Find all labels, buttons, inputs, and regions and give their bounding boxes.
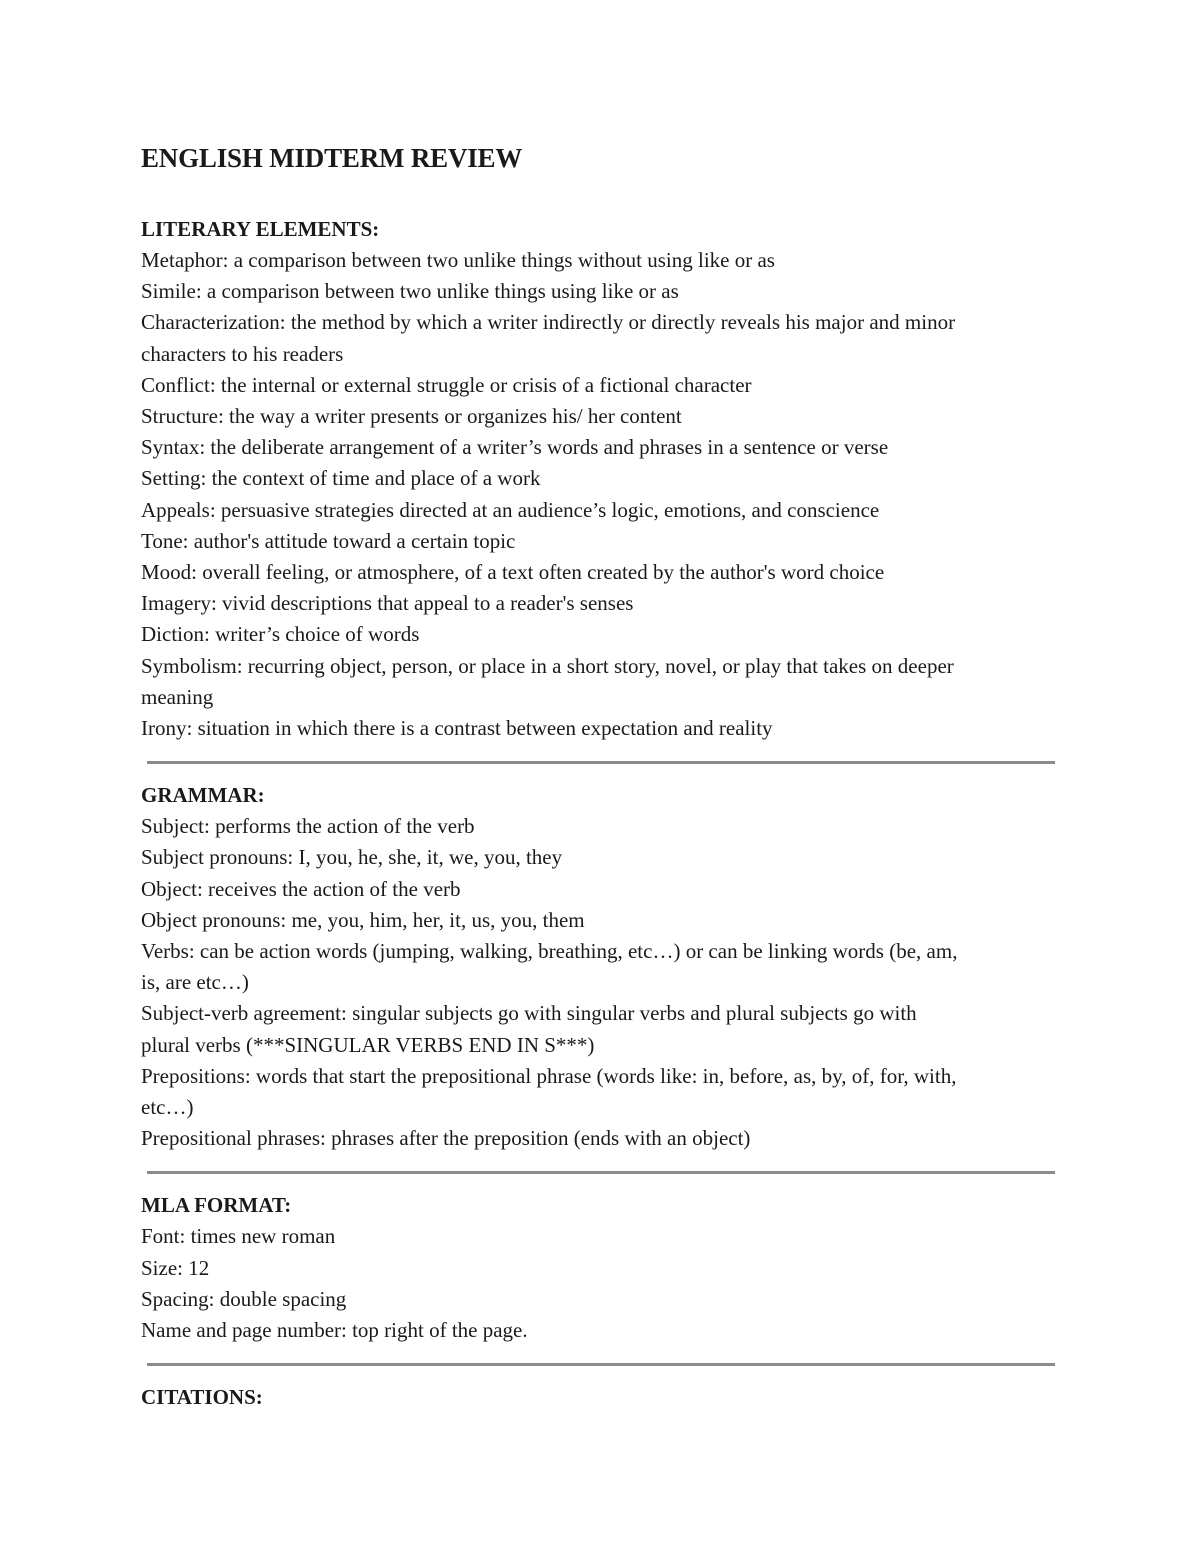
definition-line: Font: times new roman: [141, 1224, 336, 1249]
horizontal-divider: [147, 1363, 1055, 1366]
definition-line: Prepositional phrases: phrases after the preposition (ends with an object): [141, 1126, 751, 1151]
definition-line: Metaphor: a comparison between two unlike things without using like or as: [141, 248, 775, 272]
definition-line: Object: receives the action of the verb: [141, 876, 461, 901]
definition-line: Name and page number: top right of the page.: [141, 1318, 528, 1343]
definition-line: is, are etc…): [141, 970, 249, 995]
definition-line: Setting: the context of time and place of a work: [141, 466, 541, 491]
horizontal-divider: [147, 1171, 1055, 1174]
definition-line: Tone: author's attitude toward a certain topic: [141, 528, 516, 553]
definition-line: Appeals: persuasive strategies directed at an audience’s logic, emotions, and conscience: [141, 497, 880, 522]
section-heading: GRAMMAR:: [141, 783, 265, 808]
section-citations: [141, 1382, 1061, 1413]
definition-line: Size: 12: [141, 1255, 210, 1280]
definition-line: characters to his readers: [141, 341, 344, 366]
definition-line: Spacing: double spacing: [141, 1286, 347, 1311]
horizontal-divider: [147, 761, 1055, 764]
definition-line: Subject-verb agreement: singular subjects go with singular verbs and plural subjects go with: [141, 1001, 917, 1026]
definition-line: Subject pronouns: I, you, he, she, it, we, you, they: [141, 845, 563, 870]
definition-line: Symbolism: recurring object, person, or place in a short story, novel, or play that takes on deeper: [141, 653, 954, 678]
definition-line: Structure: the way a writer presents or organizes his/ her content: [141, 404, 682, 429]
section-literary-elements: [141, 214, 1061, 744]
definition-line: Mood: overall feeling, or atmosphere, of a text often created by the author's word choice: [141, 560, 885, 585]
definition-line: Irony: situation in which there is a contrast between expectation and reality: [141, 716, 773, 741]
definition-line: Imagery: vivid descriptions that appeal to a reader's senses: [141, 591, 634, 616]
section-mla-format: [141, 1190, 1061, 1346]
definition-line: Prepositions: words that start the prepositional phrase (words like: in, before, as, by, of, for, with,: [141, 1063, 957, 1088]
section-grammar: [141, 780, 1061, 1154]
definition-line: Syntax: the deliberate arrangement of a writer’s words and phrases in a sentence or verse: [141, 435, 889, 460]
definition-line: plural verbs (***SINGULAR VERBS END IN S***): [141, 1032, 595, 1057]
document-page: [141, 140, 1061, 1413]
definition-line: Diction: writer’s choice of words: [141, 622, 420, 647]
section-heading: MLA FORMAT:: [141, 1193, 292, 1218]
document-title: ENGLISH MIDTERM REVIEW: [141, 143, 523, 173]
definition-line: Subject: performs the action of the verb: [141, 814, 475, 839]
section-heading: CITATIONS:: [141, 1385, 263, 1410]
definition-line: Characterization: the method by which a writer indirectly or directly reveals his major and minor: [141, 310, 956, 335]
definition-line: Conflict: the internal or external struggle or crisis of a fictional character: [141, 372, 752, 397]
section-heading: LITERARY ELEMENTS:: [141, 217, 380, 241]
definition-line: Object pronouns: me, you, him, her, it, us, you, them: [141, 907, 585, 932]
definition-line: Simile: a comparison between two unlike things using like or as: [141, 279, 679, 304]
definition-line: Verbs: can be action words (jumping, walking, breathing, etc…) or can be linking words (be, am,: [141, 939, 958, 964]
definition-line: etc…): [141, 1095, 194, 1120]
definition-line: meaning: [141, 684, 214, 709]
